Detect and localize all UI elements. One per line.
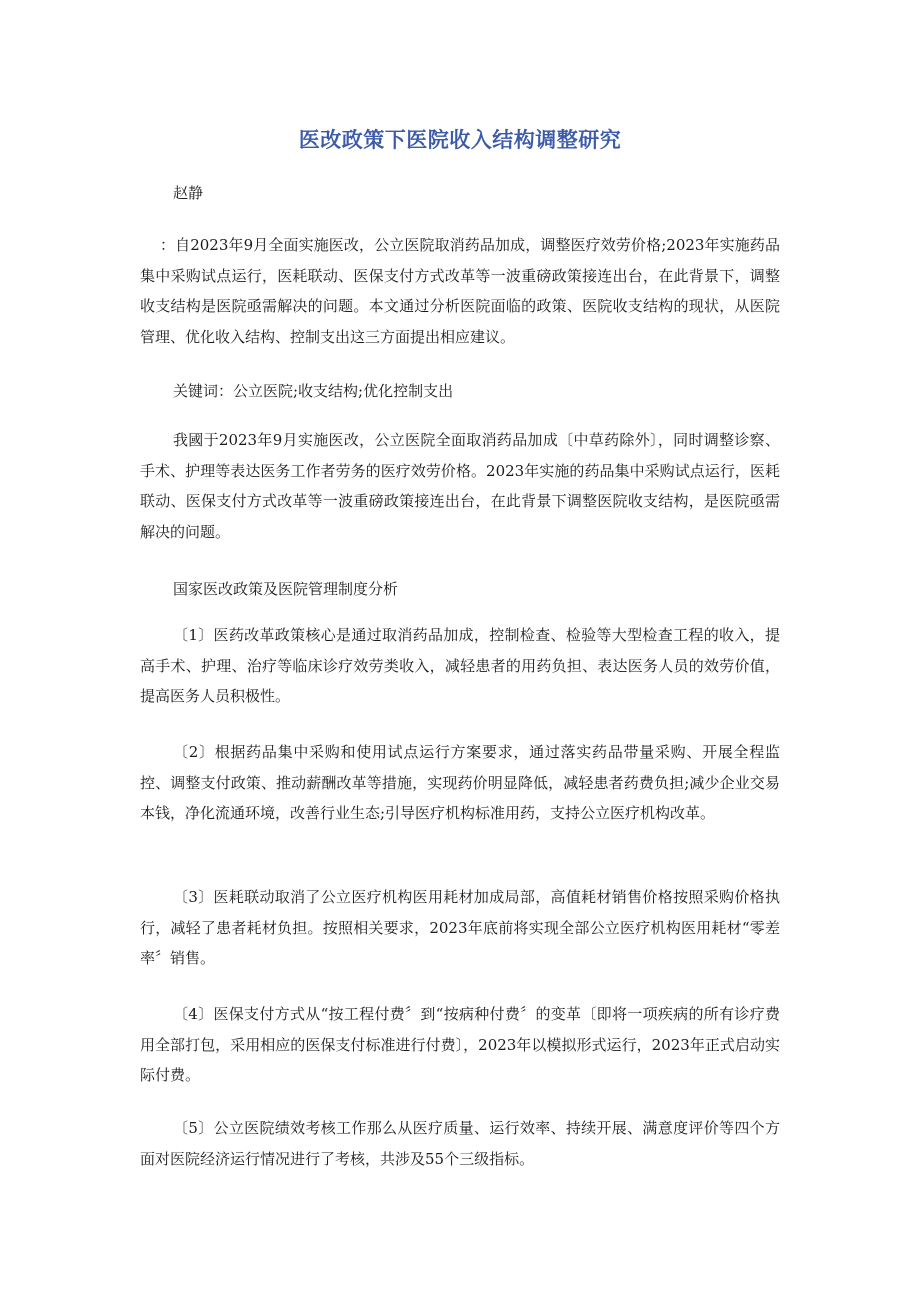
section-heading: 国家医改政策及医院管理制度分析 <box>173 580 399 598</box>
policy-point-3: 〔3〕医耗联动取消了公立医疗机构医用耗材加成局部，高值耗材销售价格按照采购价格执行，减轻了患者耗材负担。按照相关要求，2023年底前将实现全部公立医疗机构医用耗材“零差率〞销售。 <box>140 888 780 967</box>
abstract-paragraph: ：自2023年9月全面实施医改，公立医院取消药品加成，调整医疗效劳价格;2023年实施药品集中采购试点运行，医耗联动、医保支付方式改革等一波重磅政策接连出台，在此背景下，调整收支结构是医院亟需解决的问题。本文通过分析医院面临的政策、医院收支结构的现状，从医院管理、优化收入结构、控制支出这三方面提出相应建议。 <box>140 236 780 346</box>
author-name: 赵静 <box>173 184 204 202</box>
policy-point-5: 〔5〕公立医院绩效考核工作那么从医疗质量、运行效率、持续开展、满意度评价等四个方面对医院经济运行情况进行了考核，共涉及55个三级指标。 <box>140 1119 780 1168</box>
document-title: 医改政策下医院收入结构调整研究 <box>298 128 622 152</box>
keywords-line: 关键词：公立医院;收支结构;优化控制支出 <box>173 382 454 400</box>
policy-point-4: 〔4〕医保支付方式从“按工程付费〞到“按病种付费〞的变革〔即将一项疾病的所有诊疗费用全部打包，采用相应的医保支付标准进行付费〕，2023年以模拟形式运行，2023年正式启动实际付费。 <box>140 1005 780 1084</box>
policy-point-2: 〔2〕根据药品集中采购和使用试点运行方案要求，通过落实药品带量采购、开展全程监控、调整支付政策、推动薪酬改革等措施，实现药价明显降低，减轻患者药费负担;减少企业交易本钱，净化流通环境，改善行业生态;引导医疗机构标准用药，支持公立医疗机构改革。 <box>140 743 780 822</box>
intro-paragraph: 我國于2023年9月实施医改，公立医院全面取消药品加成〔中草药除外〕，同时调整诊察、手术、护理等表达医务工作者劳务的医疗效劳价格。2023年实施的药品集中采购试点运行，医耗联动、医保支付方式改革等一波重磅政策接连出台，在此背景下调整医院收支结构，是医院亟需解决的问题。 <box>140 431 780 541</box>
policy-point-1: 〔1〕医药改革政策核心是通过取消药品加成，控制检查、检验等大型检查工程的收入，提高手术、护理、治疗等临床诊疗效劳类收入，减轻患者的用药负担、表达医务人员的效劳价值，提高医务人员积极性。 <box>140 626 780 705</box>
